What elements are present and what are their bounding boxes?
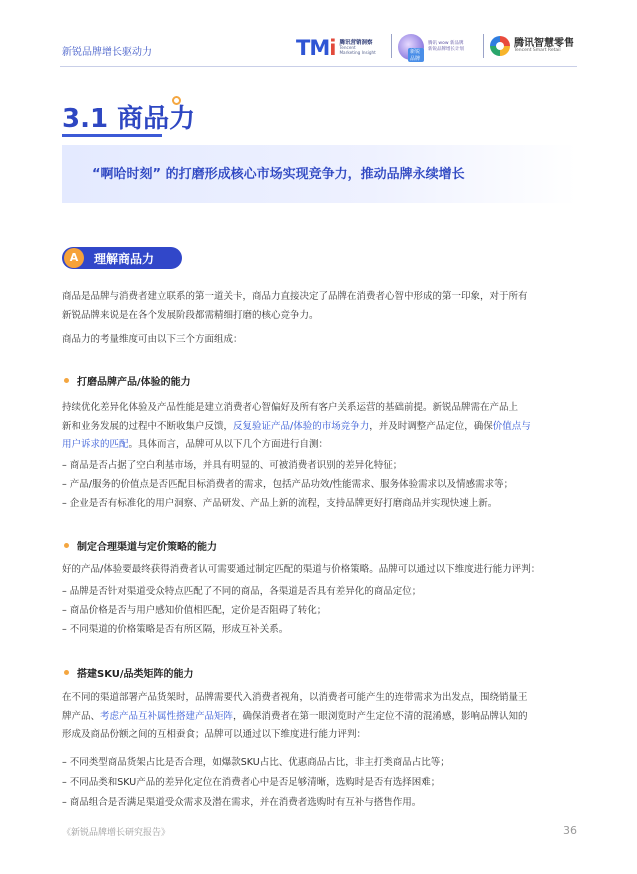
list-item: – 商品价格是否与用户感知价值相匹配，定价是否阻碍了转化； <box>62 605 327 616</box>
summary-banner-text: “啊哈时刻” 的打磨形成核心市场实现竞争力，推动品牌永续增长 <box>92 167 465 182</box>
subsection-letter-badge: A <box>64 248 84 268</box>
intro-paragraph: 商品是品牌与消费者建立联系的第一道关卡，商品力直接决定了品牌在消费者心智中形成的第一印象，对于所有 新锐品牌来说是在各个发展阶段都需精细打磨的核心竞争力。 <box>62 291 528 321</box>
running-header-title: 新锐品牌增长驱动力 <box>62 47 152 58</box>
list-item: – 商品是否占据了空白利基市场，并具有明显的、可被消费者识别的差异化特征； <box>62 460 403 471</box>
list-item: – 不同渠道的价格策略是否有所区隔，形成互补关系。 <box>62 624 289 635</box>
bullet-dot-icon <box>64 378 69 383</box>
logo-divider <box>483 34 484 58</box>
highlight-link: 考虑产品互补属性搭建产品矩阵 <box>100 710 234 722</box>
block-paragraph-product: 持续优化差异化体验及产品性能是建立消费者心智偏好及所有客户关系运营的基础前提。新锐品牌需在产品上 新和业务发展的过程中不断收集户反馈，反复验证产品/体验的市场竞争力，并及时调整产品定位，确保价值点与 用户诉求的匹配。具体而言，品牌可从以下几个方面进行自测： <box>62 402 531 450</box>
wow-brand-text: 腾讯 wow 新品牌 新锐品牌增长计划 <box>428 41 464 52</box>
bullet-dot-icon <box>64 670 69 675</box>
title-underline <box>62 134 162 137</box>
page-header <box>0 0 637 70</box>
smart-retail-logo <box>490 36 574 56</box>
list-item: – 企业是否有标准化的用户洞察、产品研发、产品上新的流程，支持品牌更好打磨商品并实现快速上新。 <box>62 498 498 509</box>
list-item: – 不同类型商品货架占比是否合理，如爆款SKU占比、优惠商品占比，非主打类商品占比等； <box>62 757 450 768</box>
tmi-logo-text: 腾讯营销洞察 Tencent Marketing Insight <box>339 39 376 55</box>
tmi-logo <box>296 36 376 60</box>
wow-brand-logo <box>398 34 464 60</box>
header-divider <box>60 66 577 67</box>
summary-banner <box>62 145 577 203</box>
wow-brand-emblem: 新锐品牌 <box>398 34 424 60</box>
list-item: – 品牌是否针对渠道受众特点匹配了不同的商品，各渠道是否具有差异化的商品定位； <box>62 586 422 597</box>
list-item: – 产品/服务的价值点是否匹配目标消费者的需求，包括产品功效/性能需求、服务体验需求以及情感需求等； <box>62 479 514 490</box>
block-heading-sku: 搭建SKU/品类矩阵的能力 <box>62 665 194 680</box>
block-paragraph-channel: 好的产品/体验要最终获得消费者认可需要通过制定匹配的渠道与价格策略。品牌可以通过以下维度进行能力评判： <box>62 564 541 575</box>
page-number: 36 <box>563 824 577 837</box>
title-circle-decoration <box>172 96 181 105</box>
tmi-logo-mark: TMi <box>296 36 336 60</box>
subsection-pill <box>62 247 182 269</box>
smart-retail-text: 腾讯智慧零售 Tencent Smart Retail <box>514 38 574 54</box>
intro-dimensions-line: 商品力的考量维度可由以下三个方面组成： <box>62 334 243 345</box>
logo-divider <box>391 34 392 58</box>
list-item: – 商品组合是否满足渠道受众需求及潜在需求，并在消费者选购时有互补与搭售作用。 <box>62 797 422 808</box>
block-heading-channel: 制定合理渠道与定价策略的能力 <box>62 538 217 553</box>
block-paragraph-sku: 在不同的渠道部署产品货架时，品牌需要代入消费者视角，以消费者可能产生的连带需求为出发点，围绕销量王 牌产品、考虑产品互补属性搭建产品矩阵，确保消费者在第一眼浏览时产生定位不清的混淆感，影响品牌认知的 形成及商品份额之间的互相蚕食；品牌可以通过以下维度进行能力评判： <box>62 692 528 740</box>
highlight-link: 价值点与 <box>492 420 531 432</box>
bullet-dot-icon <box>64 543 69 548</box>
block-heading-product: 打磨品牌产品/体验的能力 <box>62 373 191 388</box>
section-title: 3.1 商品力 <box>62 104 196 134</box>
smart-retail-ring-icon <box>490 36 510 56</box>
subsection-label: 理解商品力 <box>94 252 155 266</box>
highlight-link: 反复验证产品/体验的市场竞争力 <box>233 420 370 432</box>
highlight-link: 用户诉求的匹配 <box>62 439 129 450</box>
list-item: – 不同品类和SKU产品的差异化定位在消费者心中是否足够清晰，选购时是否有选择困难； <box>62 777 441 788</box>
footer-report-title: 《新锐品牌增长研究报告》 <box>62 828 171 838</box>
